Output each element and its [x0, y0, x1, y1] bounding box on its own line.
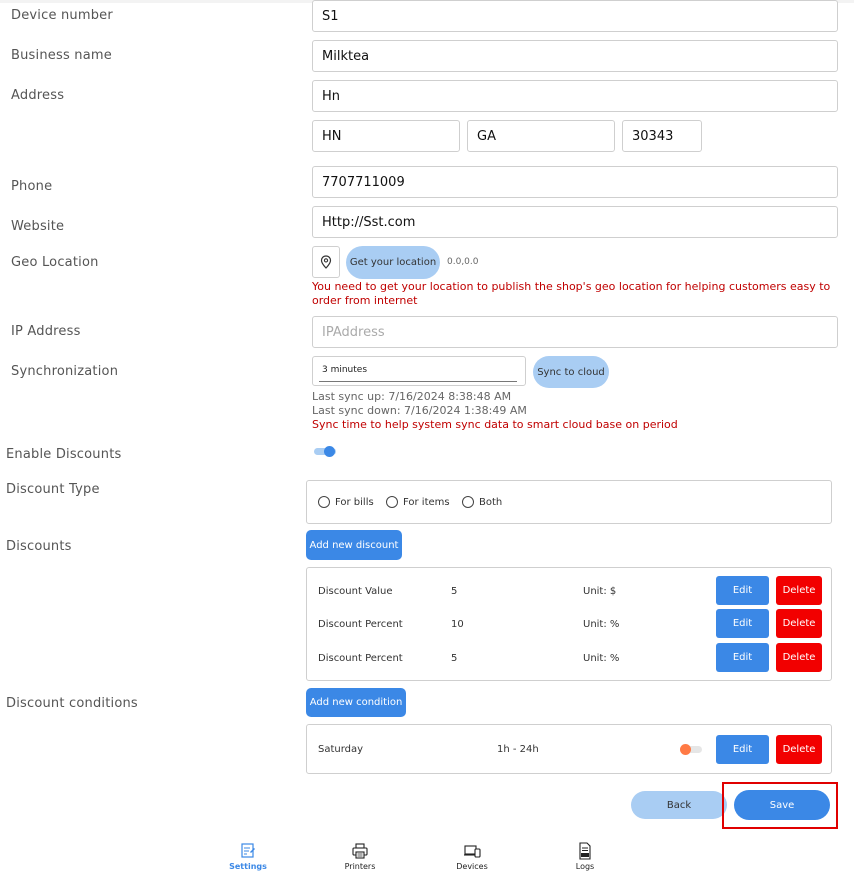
sync-interval-select[interactable] [312, 356, 526, 386]
enable-discounts-toggle[interactable] [314, 446, 336, 456]
discount-name: Discount Value [318, 586, 393, 597]
synchronization-label: Synchronization [11, 364, 119, 379]
condition-hours: 1h - 24h [497, 744, 539, 755]
back-button[interactable]: Back [631, 791, 727, 819]
last-sync-down: Last sync down: 7/16/2024 1:38:49 AM [312, 404, 527, 417]
geo-warning: You need to get your location to publish the shop's geo location for helping customers easy to order from internet [312, 280, 831, 307]
discounts-label: Discounts [6, 539, 72, 554]
address-label: Address [11, 88, 65, 103]
add-condition-button[interactable]: Add new condition [306, 688, 406, 717]
edit-discount-button[interactable]: Edit [716, 609, 769, 638]
logs-icon [576, 842, 594, 860]
website-label: Website [11, 219, 65, 234]
address-zip-field[interactable]: 30343 [622, 120, 702, 152]
edit-discount-button[interactable]: Edit [716, 643, 769, 672]
save-button[interactable]: Save [734, 790, 830, 820]
radio-both[interactable] [462, 496, 474, 508]
discount-name: Discount Percent [318, 619, 403, 630]
delete-discount-button[interactable]: Delete [776, 643, 822, 672]
discount-amount: 5 [451, 586, 458, 597]
discount-unit: Unit: % [583, 653, 620, 664]
device-number-label: Device number [11, 8, 113, 23]
location-pin-icon [320, 255, 332, 269]
nav-logs[interactable] [555, 842, 615, 871]
discount-amount: 10 [451, 619, 464, 630]
add-discount-button[interactable]: Add new discount [306, 530, 402, 560]
nav-devices-label: Devices [456, 862, 488, 871]
delete-discount-button[interactable]: Delete [776, 576, 822, 605]
enable-discounts-label: Enable Discounts [6, 447, 122, 462]
conditions-table [306, 724, 832, 774]
nav-settings[interactable] [218, 842, 278, 871]
address-state-field[interactable]: GA [467, 120, 615, 152]
toggle-thumb [324, 446, 335, 457]
phone-label: Phone [11, 179, 53, 194]
sync-to-cloud-button[interactable]: Sync to cloud [533, 356, 609, 388]
radio-both-label: Both [479, 497, 503, 508]
delete-discount-button[interactable]: Delete [776, 609, 822, 638]
nav-printers[interactable] [330, 842, 390, 871]
discount-conditions-label: Discount conditions [6, 696, 138, 711]
address-street-field[interactable]: Hn [312, 80, 838, 112]
geo-coordinates: 0.0,0.0 [447, 257, 479, 267]
delete-condition-button[interactable]: Delete [776, 735, 822, 764]
radio-for-bills[interactable] [318, 496, 330, 508]
phone-field[interactable]: 7707711009 [312, 166, 838, 198]
nav-logs-label: Logs [575, 862, 595, 871]
discounts-table [306, 567, 832, 681]
toggle-thumb [680, 744, 691, 755]
ip-address-field[interactable]: IPAddress [312, 316, 838, 348]
ip-address-label: IP Address [11, 324, 81, 339]
discount-type-group [306, 480, 832, 524]
geo-location-label: Geo Location [11, 255, 99, 270]
discount-unit: Unit: $ [583, 586, 617, 597]
devices-icon [463, 842, 481, 860]
discount-name: Discount Percent [318, 653, 403, 664]
nav-printers-label: Printers [344, 862, 376, 871]
nav-devices[interactable] [442, 842, 502, 871]
sync-interval-underline [319, 381, 517, 382]
last-sync-up: Last sync up: 7/16/2024 8:38:48 AM [312, 390, 512, 403]
sync-interval-value: 3 minutes [322, 365, 368, 375]
address-city-field[interactable]: HN [312, 120, 460, 152]
discount-unit: Unit: % [583, 619, 620, 630]
radio-for-items[interactable] [386, 496, 398, 508]
get-location-button[interactable]: Get your location [346, 246, 440, 279]
sync-warning: Sync time to help system sync data to smart cloud base on period [312, 418, 678, 431]
discount-amount: 5 [451, 653, 458, 664]
printer-icon [351, 842, 369, 860]
condition-day: Saturday [318, 744, 364, 755]
condition-toggle[interactable] [680, 744, 702, 754]
edit-condition-button[interactable]: Edit [716, 735, 769, 764]
discount-type-label: Discount Type [6, 482, 100, 497]
settings-icon [239, 842, 257, 860]
location-pin-button[interactable] [312, 246, 340, 278]
edit-discount-button[interactable]: Edit [716, 576, 769, 605]
website-field[interactable]: Http://Sst.com [312, 206, 838, 238]
radio-for-bills-label: For bills [335, 497, 374, 508]
device-number-field[interactable]: S1 [312, 0, 838, 32]
business-name-field[interactable]: Milktea [312, 40, 838, 72]
business-name-label: Business name [11, 48, 112, 63]
nav-settings-label: Settings [229, 862, 267, 871]
radio-for-items-label: For items [403, 497, 450, 508]
